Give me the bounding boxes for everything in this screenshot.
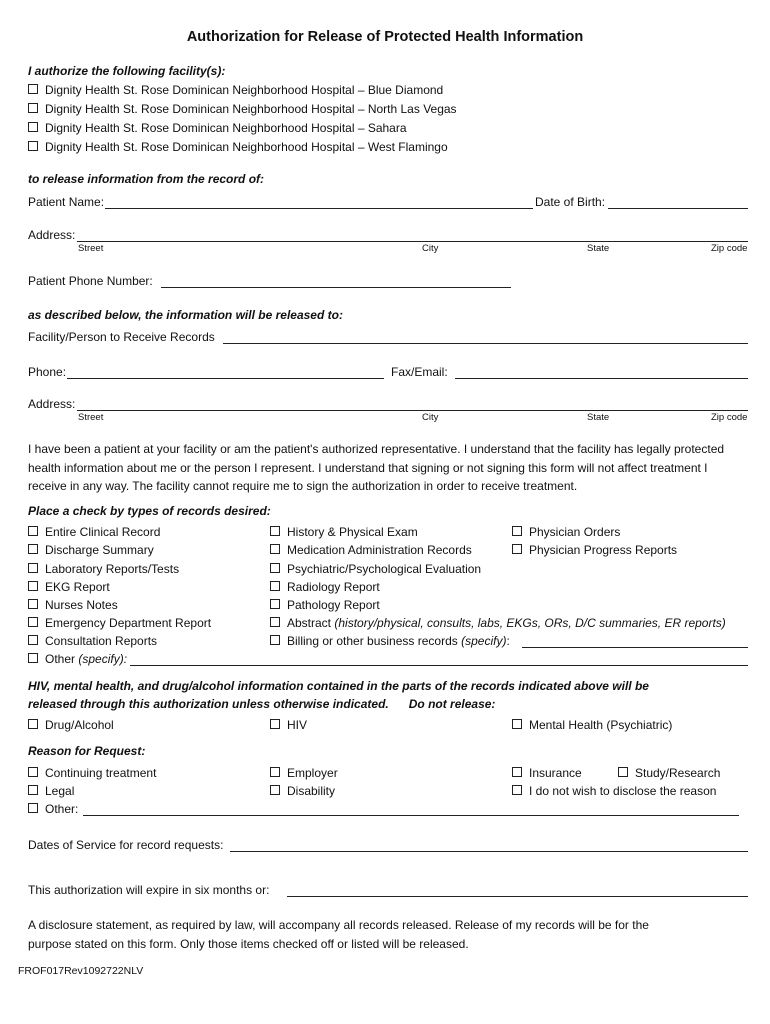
state-caption: State bbox=[587, 243, 610, 254]
reason-option-other[interactable]: Other: bbox=[28, 802, 78, 816]
reason-heading: Reason for Request: bbox=[28, 744, 146, 758]
form-code: FROF017Rev1092722NLV bbox=[18, 965, 144, 977]
patient-phone-field[interactable] bbox=[161, 287, 511, 288]
record-option-abstract[interactable]: Abstract (history/physical, consults, labs, EKGs, ORs, D/C summaries, ER reports) bbox=[270, 616, 726, 630]
fax-email-label: Fax/Email: bbox=[391, 365, 448, 379]
checkbox[interactable] bbox=[28, 141, 38, 151]
checkbox[interactable] bbox=[512, 526, 522, 536]
record-option[interactable]: Physician Progress Reports bbox=[512, 543, 677, 557]
checkbox[interactable] bbox=[28, 785, 38, 795]
checkbox[interactable] bbox=[270, 526, 280, 536]
reason-option[interactable]: Legal bbox=[28, 784, 74, 798]
checkbox[interactable] bbox=[270, 767, 280, 777]
street-caption: Street bbox=[78, 412, 104, 423]
checkbox[interactable] bbox=[618, 767, 628, 777]
fax-email-field[interactable] bbox=[455, 378, 748, 379]
exclude-mental-health[interactable]: Mental Health (Psychiatric) bbox=[512, 718, 672, 732]
checkbox[interactable] bbox=[28, 599, 38, 609]
checkbox[interactable] bbox=[28, 103, 38, 113]
checkbox[interactable] bbox=[28, 635, 38, 645]
consent-paragraph: I have been a patient at your facility or am the patient's authorized representative. I understand that the facility has legally protected health information about me or the person I represent. I understand that signing or not signing this form will not affect treatment I receive in any way. The facility cannot require me to sign the authorization in order to receive treatment. bbox=[28, 442, 725, 493]
patient-name-field[interactable] bbox=[105, 208, 533, 209]
release-from-heading: to release information from the record of: bbox=[28, 172, 265, 186]
checkbox[interactable] bbox=[28, 526, 38, 536]
recipient-phone-field[interactable] bbox=[67, 378, 384, 379]
city-caption: City bbox=[422, 243, 439, 254]
checkbox[interactable] bbox=[28, 653, 38, 663]
reason-option-no-disclose[interactable]: I do not wish to disclose the reason bbox=[512, 784, 716, 798]
checkbox[interactable] bbox=[512, 767, 522, 777]
reason-other-field[interactable] bbox=[83, 815, 739, 816]
checkbox[interactable] bbox=[270, 563, 280, 573]
checkbox[interactable] bbox=[512, 544, 522, 554]
facility-option-sahara[interactable]: Dignity Health St. Rose Dominican Neighborhood Hospital – Sahara bbox=[28, 121, 407, 135]
expire-field[interactable] bbox=[287, 896, 748, 897]
record-option[interactable]: EKG Report bbox=[28, 580, 110, 594]
recipient-address-label: Address: bbox=[28, 397, 76, 411]
reason-option[interactable]: Continuing treatment bbox=[28, 766, 156, 780]
record-option[interactable]: Pathology Report bbox=[270, 598, 380, 612]
reason-option[interactable]: Disability bbox=[270, 784, 335, 798]
checkbox[interactable] bbox=[28, 767, 38, 777]
recipient-label: Facility/Person to Receive Records bbox=[28, 330, 215, 344]
checkbox[interactable] bbox=[28, 719, 38, 729]
reason-option-insurance[interactable]: Insurance bbox=[512, 766, 582, 780]
reason-option-study[interactable]: Study/Research bbox=[618, 766, 720, 780]
facility-option-west-flamingo[interactable]: Dignity Health St. Rose Dominican Neighborhood Hospital – West Flamingo bbox=[28, 140, 448, 154]
record-option[interactable]: Radiology Report bbox=[270, 580, 380, 594]
checkbox[interactable] bbox=[270, 785, 280, 795]
checkbox[interactable] bbox=[270, 581, 280, 591]
dates-of-service-label: Dates of Service for record requests: bbox=[28, 838, 224, 852]
recipient-phone-label: Phone: bbox=[28, 365, 67, 379]
hiv-heading-line2: released through this authorization unless otherwise indicated. Do not release: bbox=[28, 697, 496, 711]
records-heading: Place a check by types of records desired: bbox=[28, 504, 271, 518]
authorize-heading: I authorize the following facility(s): bbox=[28, 64, 226, 78]
checkbox[interactable] bbox=[28, 803, 38, 813]
checkbox[interactable] bbox=[270, 617, 280, 627]
checkbox[interactable] bbox=[270, 599, 280, 609]
expire-label: This authorization will expire in six months or: bbox=[28, 883, 270, 897]
checkbox[interactable] bbox=[28, 544, 38, 554]
record-option[interactable]: Discharge Summary bbox=[28, 543, 154, 557]
record-option[interactable]: Physician Orders bbox=[512, 525, 620, 539]
checkbox[interactable] bbox=[270, 544, 280, 554]
record-option[interactable]: Psychiatric/Psychological Evaluation bbox=[270, 562, 481, 576]
checkbox[interactable] bbox=[270, 719, 280, 729]
record-option[interactable]: Laboratory Reports/Tests bbox=[28, 562, 179, 576]
checkbox[interactable] bbox=[28, 581, 38, 591]
reason-option[interactable]: Employer bbox=[270, 766, 338, 780]
other-record-field[interactable] bbox=[130, 665, 748, 666]
patient-phone-label: Patient Phone Number: bbox=[28, 274, 153, 288]
facility-option-blue-diamond[interactable]: Dignity Health St. Rose Dominican Neighborhood Hospital – Blue Diamond bbox=[28, 83, 443, 97]
released-to-heading: as described below, the information will be released to: bbox=[28, 308, 343, 322]
record-option[interactable]: Nurses Notes bbox=[28, 598, 118, 612]
exclude-hiv[interactable]: HIV bbox=[270, 718, 307, 732]
record-option-other[interactable]: Other (specify): bbox=[28, 652, 127, 666]
patient-name-label: Patient Name: bbox=[28, 195, 105, 209]
hiv-heading-line1: HIV, mental health, and drug/alcohol information contained in the parts of the records indicated above will be bbox=[28, 679, 649, 693]
checkbox[interactable] bbox=[28, 84, 38, 94]
state-caption: State bbox=[587, 412, 610, 423]
dob-field[interactable] bbox=[608, 208, 748, 209]
record-option[interactable]: Medication Administration Records bbox=[270, 543, 472, 557]
recipient-field[interactable] bbox=[223, 343, 748, 344]
record-option[interactable]: Consultation Reports bbox=[28, 634, 157, 648]
street-caption: Street bbox=[78, 243, 104, 254]
exclude-drug-alcohol[interactable]: Drug/Alcohol bbox=[28, 718, 114, 732]
recipient-address-field[interactable] bbox=[77, 410, 748, 411]
billing-specify-field[interactable] bbox=[522, 647, 748, 648]
checkbox[interactable] bbox=[28, 122, 38, 132]
checkbox[interactable] bbox=[28, 617, 38, 627]
disclosure-paragraph: A disclosure statement, as required by law, will accompany all records released. Release of my records will be for the purpose stated on this form. Only those items checked off or listed will be released. bbox=[28, 918, 649, 951]
page-title: Authorization for Release of Protected Health Information bbox=[186, 29, 584, 45]
city-caption: City bbox=[422, 412, 439, 423]
zip-caption: Zip code bbox=[711, 412, 748, 423]
record-option-billing[interactable]: Billing or other business records (specify): bbox=[270, 634, 510, 648]
patient-address-field[interactable] bbox=[77, 241, 748, 242]
checkbox[interactable] bbox=[270, 635, 280, 645]
dates-of-service-field[interactable] bbox=[230, 851, 748, 852]
record-option[interactable]: Entire Clinical Record bbox=[28, 525, 160, 539]
facility-option-north-las-vegas[interactable]: Dignity Health St. Rose Dominican Neighborhood Hospital – North Las Vegas bbox=[28, 102, 457, 116]
record-option[interactable]: History & Physical Exam bbox=[270, 525, 418, 539]
checkbox[interactable] bbox=[28, 563, 38, 573]
checkbox[interactable] bbox=[512, 719, 522, 729]
checkbox[interactable] bbox=[512, 785, 522, 795]
patient-address-label: Address: bbox=[28, 228, 76, 242]
dob-label: Date of Birth: bbox=[535, 195, 606, 209]
record-option[interactable]: Emergency Department Report bbox=[28, 616, 211, 630]
zip-caption: Zip code bbox=[711, 243, 748, 254]
